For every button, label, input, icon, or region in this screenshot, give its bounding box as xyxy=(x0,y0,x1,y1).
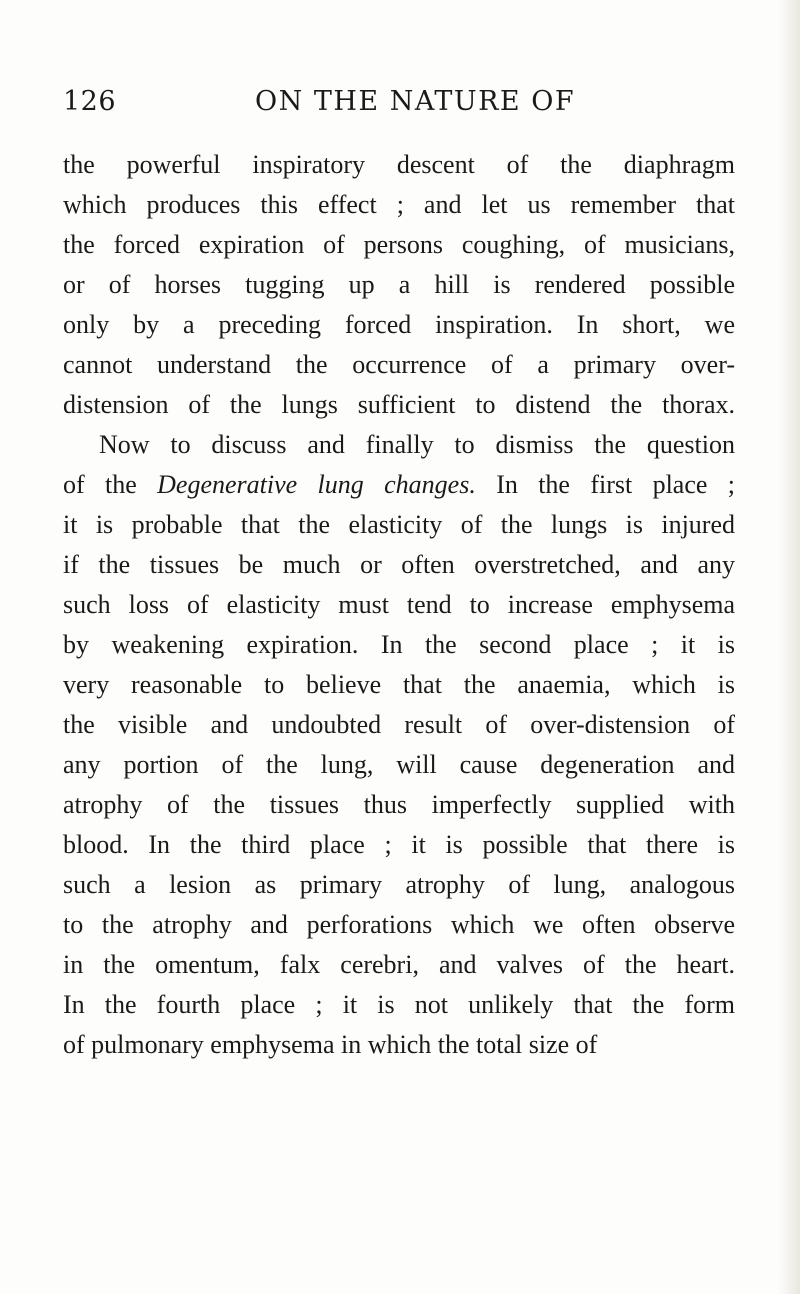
text-line: the visible and undoubted result of over-distension of xyxy=(63,710,735,739)
text-line-with-italic xyxy=(63,465,735,505)
text-line: distension of the lungs sufficient to distend the thorax. xyxy=(63,390,735,419)
page-number: 126 xyxy=(63,86,117,117)
text-line: only by a preceding forced inspiration. In short, we xyxy=(63,310,735,339)
text-line: or of horses tugging up a hill is rendered possible xyxy=(63,270,735,299)
text-line: atrophy of the tissues thus imperfectly supplied with xyxy=(63,790,735,819)
text-line: to the atrophy and perforations which we often observe xyxy=(63,910,735,939)
page-edge-shadow xyxy=(778,0,800,1294)
text-line: cannot understand the occurrence of a primary over- xyxy=(63,350,735,379)
text-line: In the fourth place ; it is not unlikely that the form xyxy=(63,990,735,1019)
text-line: very reasonable to believe that the anaemia, which is xyxy=(63,670,735,699)
text-line: such loss of elasticity must tend to increase emphysema xyxy=(63,590,735,619)
paragraph-start-line: Now to discuss and finally to dismiss the question xyxy=(99,430,735,459)
text-segment: of the xyxy=(63,470,158,499)
page-header xyxy=(63,86,735,126)
text-line: which produces this effect ; and let us remember that xyxy=(63,190,735,219)
text-line: by weakening expiration. In the second place ; it is xyxy=(63,630,735,659)
text-line: of pulmonary emphysema in which the total size of xyxy=(63,1030,598,1059)
text-line: the powerful inspiratory descent of the diaphragm xyxy=(63,150,735,179)
body-text xyxy=(63,145,735,1065)
text-line: blood. In the third place ; it is possible that there is xyxy=(63,830,735,859)
text-line: if the tissues be much or often overstretched, and any xyxy=(63,550,735,579)
italic-phrase: Degenerative lung changes. xyxy=(157,470,476,499)
text-line: in the omentum, falx cerebri, and valves of the heart. xyxy=(63,950,735,979)
text-line: the forced expiration of persons coughing, of musicians, xyxy=(63,230,735,259)
text-line: such a lesion as primary atrophy of lung, analogous xyxy=(63,870,735,899)
text-line: any portion of the lung, will cause degeneration and xyxy=(63,750,735,779)
text-segment: In the first place ; xyxy=(475,470,735,499)
text-line: it is probable that the elasticity of the lungs is injured xyxy=(63,510,735,539)
running-head: ON THE NATURE OF xyxy=(255,86,576,117)
